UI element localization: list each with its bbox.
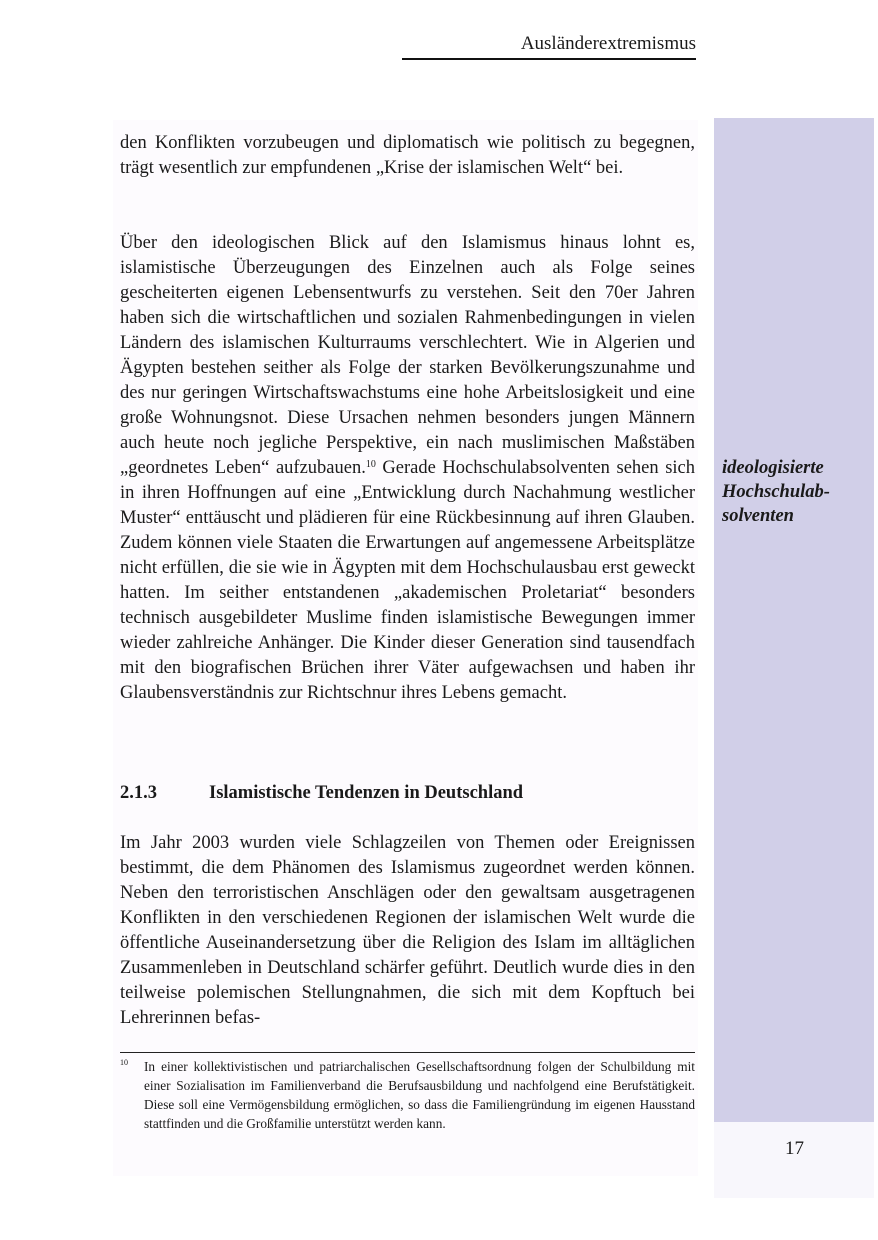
section-heading <box>120 781 695 806</box>
footnote-rule <box>120 1052 695 1053</box>
paragraph-text-part: Über den ideologischen Blick auf den Islamismus hinaus lohnt es, islamistische Überzeugungen des Einzelnen auch als Folge seines gescheiterten eigenen Lebensentwurfs zu verstehen. Seit den 70er Jahren haben sich die wirtschaftlichen und sozialen Rahmenbedingungen in vielen Ländern des islamischen Kulturraums verschlechtert. Wie in Algerien und Ägypten bestehen seither als Folge der starken Bevölkerungszunahme und des nur geringen Wirtschaftswachstums eine hohe Arbeitslosigkeit und eine große Wohnungsnot. Diese Ursachen nehmen besonders jungen Männern auch heute noch jegliche Perspektive, ein nach muslimischen Maßstäben „geordnetes Leben“ aufzubauen. <box>120 233 695 478</box>
section-title: Islamistische Tendenzen in Deutschland <box>209 783 524 803</box>
footnote-reference[interactable]: 10 <box>365 459 376 470</box>
paragraph-text <box>120 231 695 706</box>
page-number: 17 <box>785 1138 804 1159</box>
paragraph-text: Im Jahr 2003 wurden viele Schlagzeilen von Themen oder Ereignissen bestimmt, die dem Phänomen des Islamismus zugeordnet werden können. Neben den terroristischen Anschlägen oder den gewaltsam ausgetragenen Konflikten in den verschiedenen Regionen der islamischen Welt wurde die öffentliche Auseinandersetzung über die Religion des Islam im alltäglichen Zusammenleben in Deutschland schärfer geführt. Deutlich wurde dies in den teilweise polemischen Stellungnahmen, die sich mit dem Kopftuch bei Lehrerinnen befas- <box>120 833 695 1028</box>
section-number: 2.1.3 <box>120 783 157 803</box>
footnote-mark: 10 <box>120 1058 128 1067</box>
footnote <box>120 1057 695 1133</box>
margin-column <box>714 118 874 1122</box>
margin-note-line: ideologisierte <box>722 458 824 478</box>
margin-note-line: solventen <box>722 506 794 526</box>
header-rule <box>402 58 696 60</box>
margin-note <box>722 456 872 528</box>
paragraph-text: den Konflikten vorzubeugen und diplomatisch wie politisch zu begegnen, trägt wesentlich zur empfundenen „Krise der islamischen Welt“ bei. <box>120 133 695 178</box>
margin-note-line: Hochschulab- <box>722 482 830 502</box>
running-header: Ausländerextremismus <box>520 33 696 54</box>
paragraph-text-part: Gerade Hochschulabsolventen sehen sich in ihren Hoffnungen auf eine „Entwicklung durch Nachahmung westlicher Muster“ enttäuscht und plädieren für eine Rückbesinnung auf ihren Glauben. Zudem können viele Staaten die Erwartungen auf angemessene Arbeitsplätze nicht erfüllen, die sie wie in Ägypten mit dem Hochschulausbau erst geweckt hatten. Im seither entstandenen „akademischen Proletariat“ besonders technisch ausgebildeter Muslime finden islamistische Bewegungen immer wieder zahlreiche Anhänger. Die Kinder dieser Generation sind tausendfach mit den biografischen Brüchen ihrer Väter aufgewachsen und haben ihr Glaubensverständnis zur Richtschnur ihres Lebens gemacht. <box>120 458 695 703</box>
footnote-text: In einer kollektivistischen und patriarchalischen Gesellschaftsordnung folgen der Schulbildung mit einer Sozialisation im Familienverband die Berufsausbildung und nachfolgend eine Berufstätigkeit. Diese soll eine Vermögensbildung ermöglichen, so dass die Familiengründung im eigenen Hausstand stattfinden und die Großfamilie unterstützt werden kann. <box>144 1059 695 1131</box>
body-paragraph-3 <box>120 831 695 1031</box>
body-paragraph-2 <box>120 231 695 706</box>
body-paragraph-1 <box>120 131 695 181</box>
